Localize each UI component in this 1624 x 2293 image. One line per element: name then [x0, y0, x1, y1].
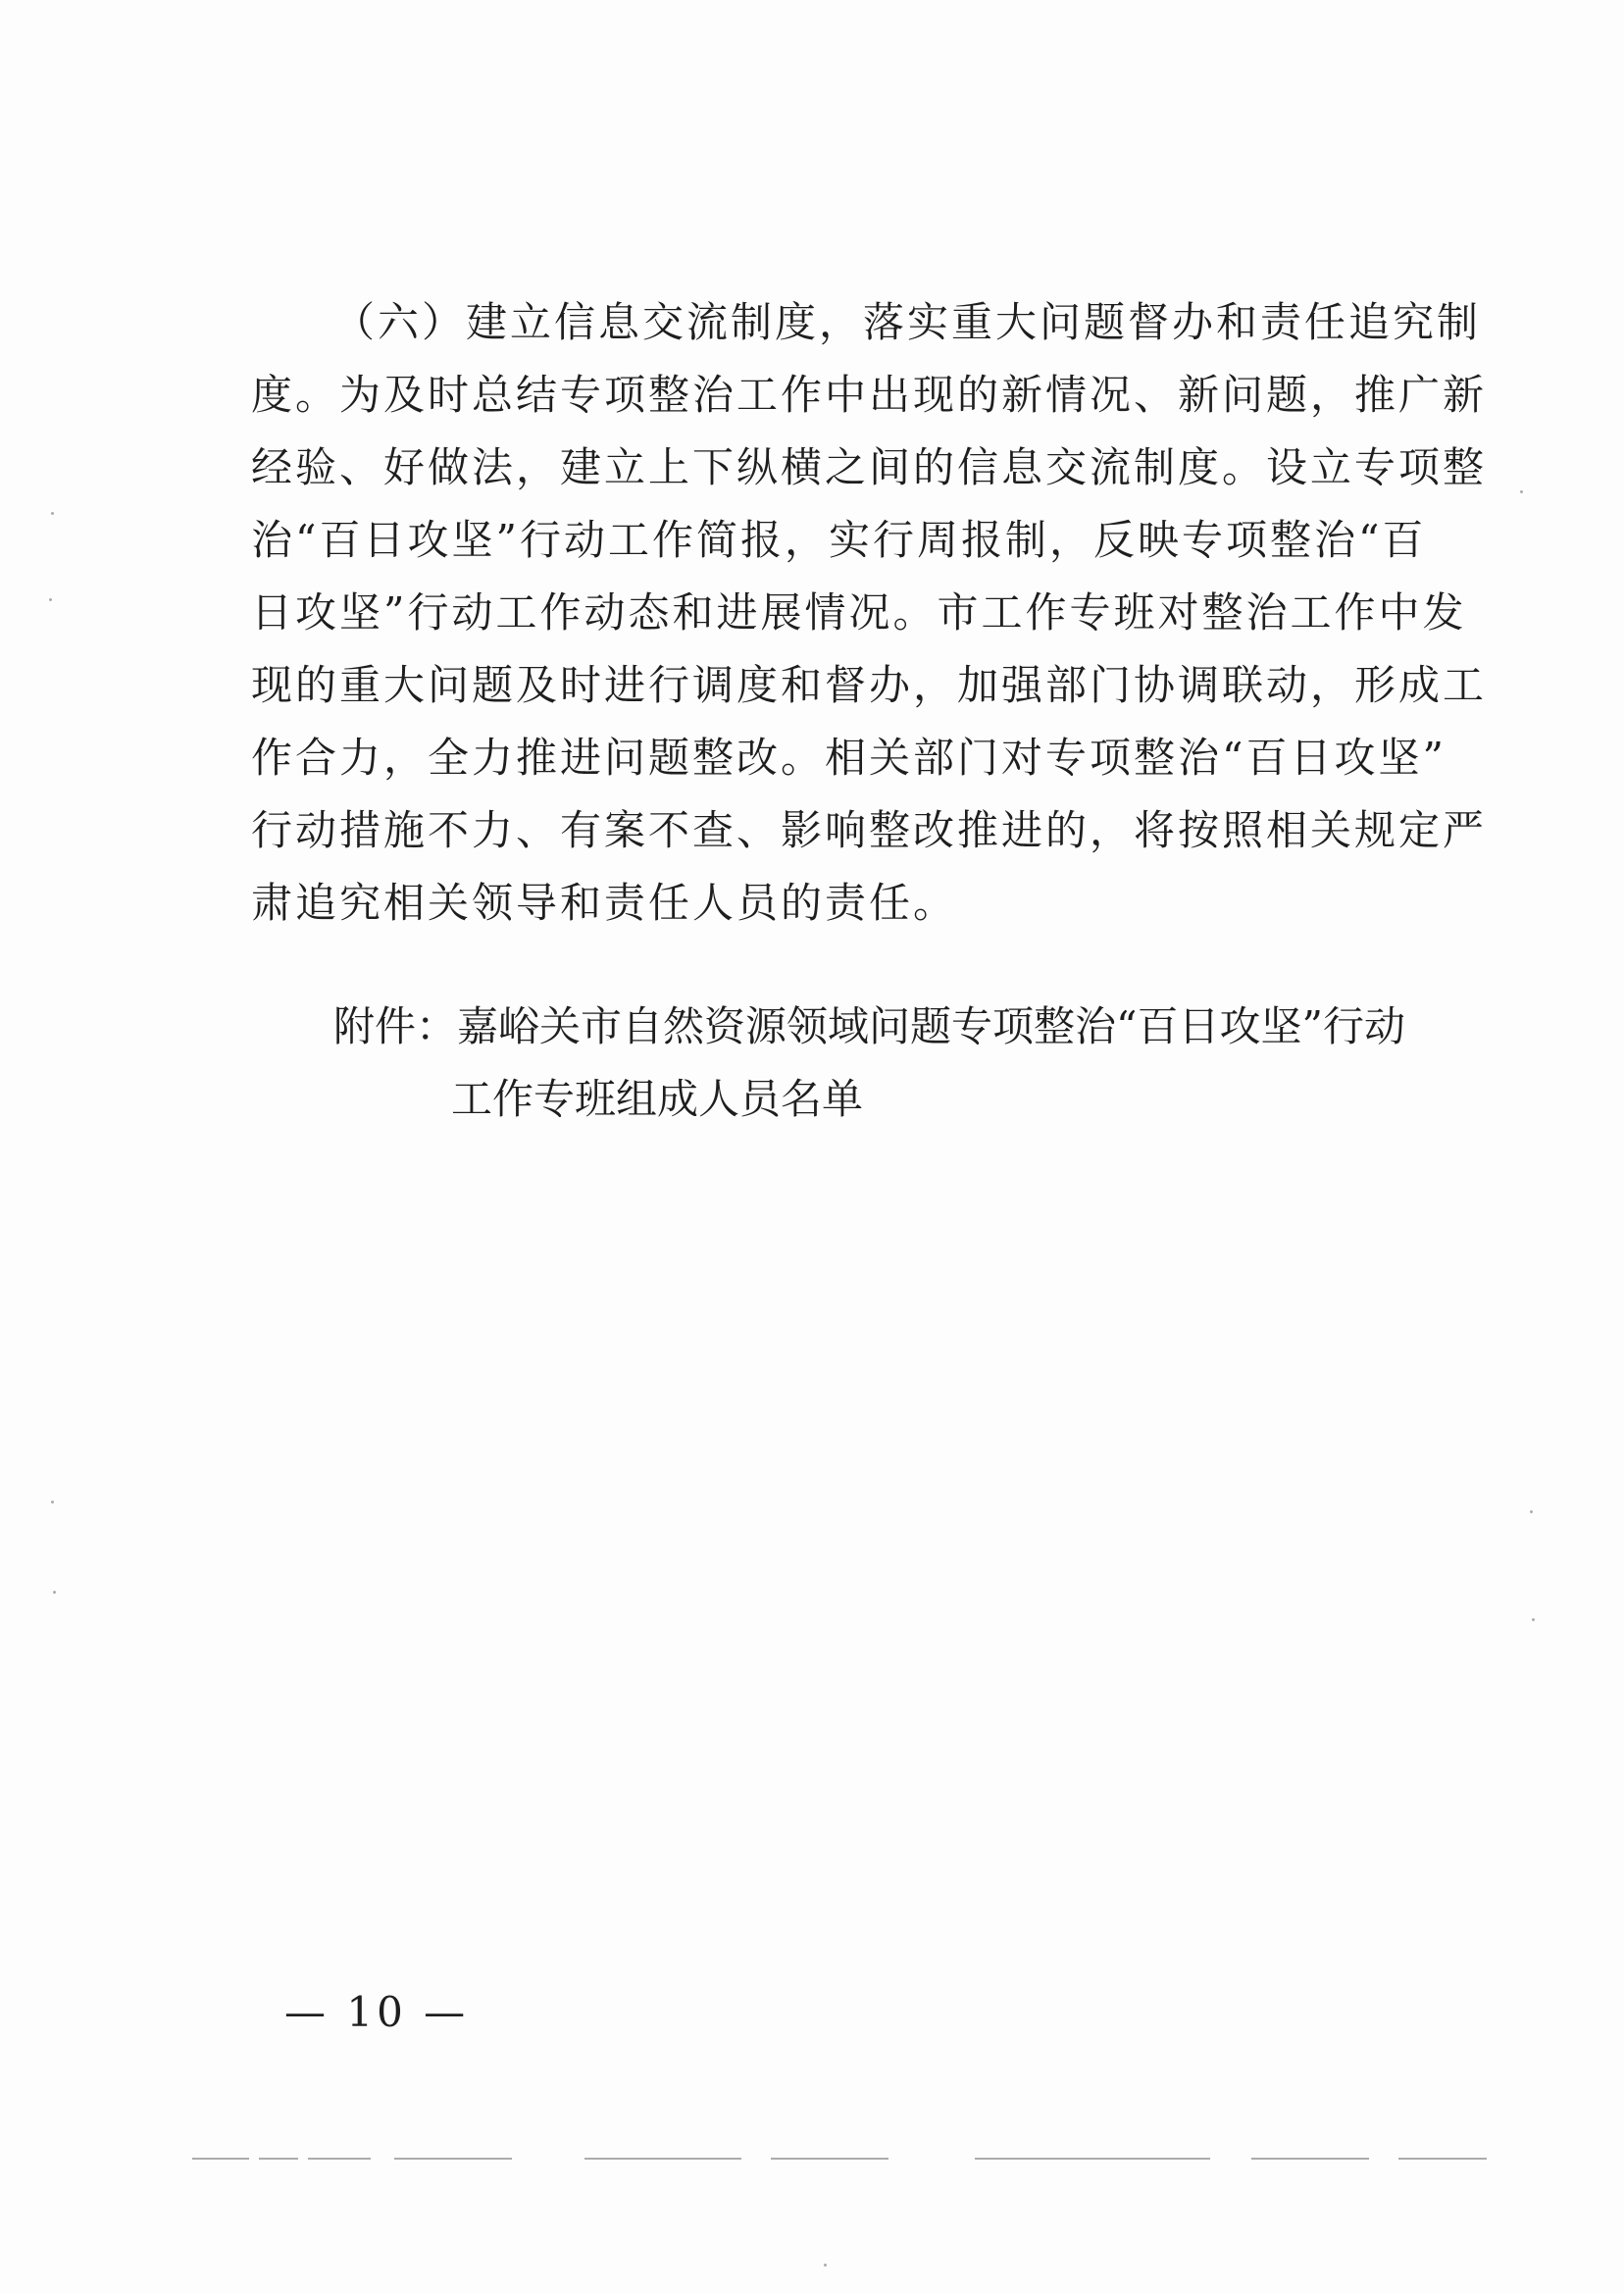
paragraph-line: （六）建立信息交流制度，落实重大问题督办和责任追究制 [333, 298, 1482, 346]
section-six-paragraph [251, 286, 1488, 940]
attachment-note [333, 991, 1412, 1136]
scan-speck [51, 1501, 54, 1503]
scan-speck [51, 512, 54, 515]
scan-artifact-line [192, 2158, 1526, 2162]
paragraph-line: 度。为及时总结专项整治工作中出现的新情况、新问题，推广新 [251, 371, 1488, 419]
paragraph-line: 经验、好做法，建立上下纵横之间的信息交流制度。设立专项整 [251, 443, 1488, 491]
attachment-line: 工作专班组成人员名单 [451, 1075, 864, 1123]
scan-speck [1532, 1618, 1535, 1621]
paragraph-line: 肃追究相关领导和责任人员的责任。 [251, 879, 958, 927]
attachment-line: 附件：嘉峪关市自然资源领域问题专项整治“百日攻坚”行动 [333, 1002, 1405, 1050]
paragraph-line: 日攻坚”行动工作动态和进展情况。市工作专班对整治工作中发 [251, 588, 1467, 637]
paragraph-line: 现的重大问题及时进行调度和督办，加强部门协调联动，形成工 [251, 661, 1488, 709]
scan-speck [49, 598, 52, 601]
scan-speck [1520, 490, 1523, 493]
scan-speck [53, 1591, 56, 1594]
paragraph-line: 作合力，全力推进问题整改。相关部门对专项整治“百日攻坚” [251, 734, 1446, 782]
paragraph-line: 行动措施不力、有案不查、影响整改推进的，将按照相关规定严 [251, 806, 1488, 854]
page-number: — 10 — [284, 1988, 470, 2036]
scan-speck [824, 2264, 827, 2267]
scan-speck [1530, 1510, 1533, 1513]
paragraph-line: 治“百日攻坚”行动工作简报，实行周报制，反映专项整治“百 [251, 516, 1427, 564]
